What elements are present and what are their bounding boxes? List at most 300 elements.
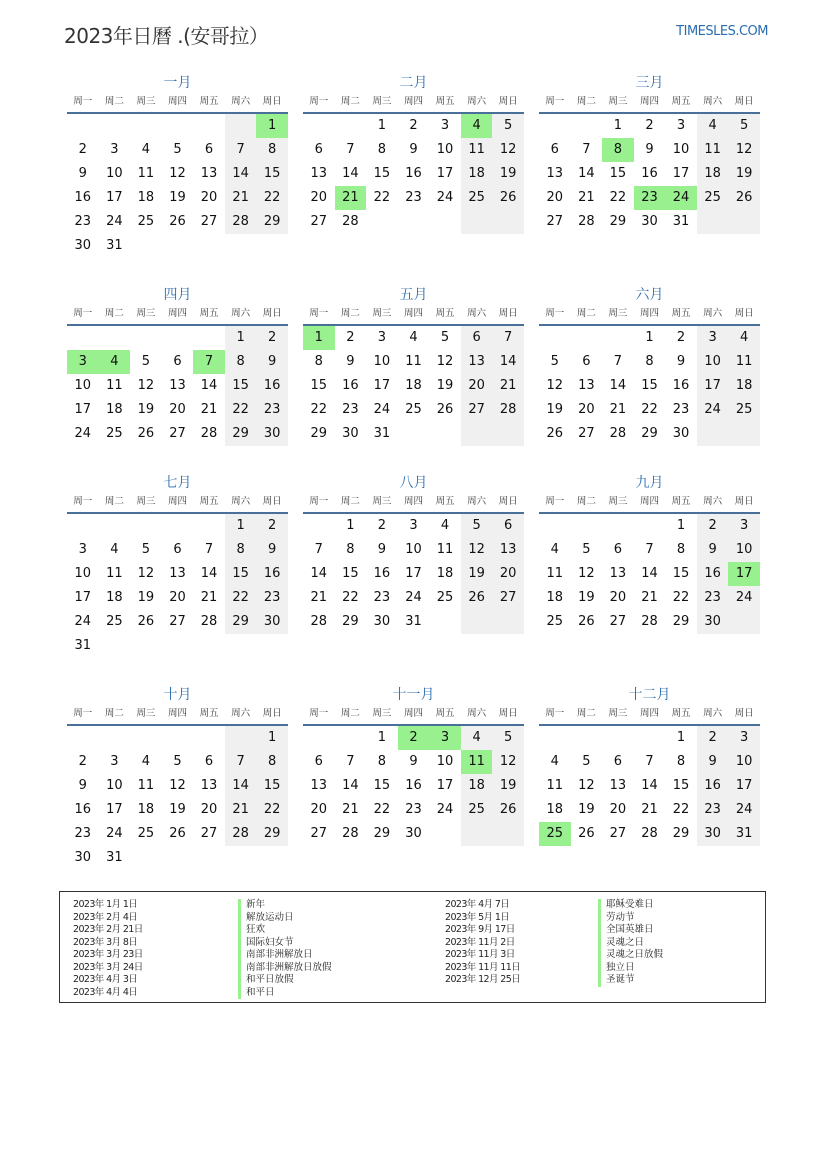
day-cell[interactable]: 4	[550, 542, 559, 557]
day-cell[interactable]: 26	[492, 186, 524, 210]
day-cell[interactable]: 8	[256, 750, 288, 774]
day-cell[interactable]: 18	[106, 402, 123, 417]
day-cell[interactable]: 24	[436, 190, 454, 205]
day-cell[interactable]: 15	[672, 566, 690, 581]
day-cell[interactable]: 20	[578, 402, 595, 417]
day-cell[interactable]: 15	[641, 378, 658, 393]
day-cell[interactable]: 26	[169, 214, 186, 229]
day-cell[interactable]: 2	[697, 514, 729, 538]
day-cell[interactable]: 17	[74, 402, 92, 417]
day-cell[interactable]: 6	[173, 542, 182, 557]
day-cell[interactable]: 17	[373, 378, 391, 393]
day-cell[interactable]: 24	[74, 426, 92, 441]
day-cell[interactable]: 25	[137, 214, 155, 229]
day-cell[interactable]: 30	[74, 238, 92, 253]
day-cell[interactable]: 16	[697, 774, 729, 798]
day-cell[interactable]: 26	[461, 586, 493, 610]
day-cell[interactable]: 21	[200, 590, 218, 605]
day-cell[interactable]: 25	[137, 826, 155, 841]
day-cell[interactable]: 15	[310, 378, 328, 393]
day-cell[interactable]: 17	[697, 374, 729, 398]
day-cell[interactable]: 18	[461, 162, 493, 186]
day-cell[interactable]: 22	[373, 190, 391, 205]
day-cell[interactable]: 29	[225, 610, 257, 634]
day-cell[interactable]: 22	[225, 586, 257, 610]
day-cell[interactable]: 19	[137, 590, 155, 605]
day-cell[interactable]: 19	[728, 162, 760, 186]
day-cell[interactable]: 1	[225, 326, 257, 350]
day-cell[interactable]: 25	[546, 614, 564, 629]
day-cell[interactable]: 20	[609, 802, 627, 817]
day-cell[interactable]: 30	[373, 614, 391, 629]
day-cell[interactable]: 21	[492, 374, 524, 398]
day-cell[interactable]: 25	[106, 426, 123, 441]
day-cell[interactable]: 19	[436, 378, 454, 393]
day-cell[interactable]: 18	[106, 590, 123, 605]
day-cell[interactable]: 2	[409, 118, 418, 133]
day-cell[interactable]: 5	[141, 354, 151, 369]
day-cell[interactable]: 6	[314, 754, 323, 769]
day-cell[interactable]: 16	[74, 802, 92, 817]
day-cell[interactable]: 12	[578, 566, 595, 581]
day-cell[interactable]: 21	[641, 590, 658, 605]
day-cell[interactable]: 8	[377, 754, 387, 769]
day-cell[interactable]: 1	[377, 730, 387, 745]
day-cell[interactable]: 26	[578, 614, 595, 629]
day-cell[interactable]: 7	[225, 750, 257, 774]
day-cell[interactable]: 13	[310, 166, 328, 181]
day-cell[interactable]: 4	[141, 142, 151, 157]
day-cell[interactable]: 31	[106, 238, 123, 253]
day-cell[interactable]: 13	[169, 378, 186, 393]
day-cell[interactable]: 1	[225, 514, 257, 538]
day-cell[interactable]: 8	[676, 542, 686, 557]
day-cell[interactable]: 28	[342, 214, 359, 229]
day-cell[interactable]: 12	[461, 538, 493, 562]
day-cell[interactable]: 29	[225, 422, 257, 446]
day-cell[interactable]: 1	[676, 730, 686, 745]
day-cell[interactable]: 3	[676, 118, 686, 133]
day-cell[interactable]: 7	[193, 350, 225, 374]
day-cell[interactable]: 26	[546, 426, 564, 441]
day-cell[interactable]: 24	[665, 186, 697, 210]
day-cell[interactable]: 28	[609, 426, 627, 441]
day-cell[interactable]: 10	[672, 142, 690, 157]
day-cell[interactable]: 10	[74, 566, 92, 581]
day-cell[interactable]: 25	[405, 402, 422, 417]
day-cell[interactable]: 16	[256, 562, 288, 586]
day-cell[interactable]: 18	[436, 566, 454, 581]
day-cell[interactable]: 21	[609, 402, 627, 417]
day-cell[interactable]: 31	[74, 638, 92, 653]
day-cell[interactable]: 21	[310, 590, 328, 605]
day-cell[interactable]: 7	[582, 142, 591, 157]
day-cell[interactable]: 22	[672, 802, 690, 817]
day-cell[interactable]: 14	[609, 378, 627, 393]
day-cell[interactable]: 2	[377, 518, 387, 533]
day-cell[interactable]: 3	[67, 350, 99, 374]
day-cell[interactable]: 25	[461, 186, 493, 210]
day-cell[interactable]: 16	[342, 378, 359, 393]
day-cell[interactable]: 2	[346, 330, 355, 345]
day-cell[interactable]: 12	[137, 378, 155, 393]
day-cell[interactable]: 29	[256, 210, 288, 234]
day-cell[interactable]: 29	[672, 614, 690, 629]
day-cell[interactable]: 26	[436, 402, 454, 417]
day-cell[interactable]: 11	[137, 166, 155, 181]
day-cell[interactable]: 20	[310, 802, 328, 817]
day-cell[interactable]: 2	[256, 514, 288, 538]
day-cell[interactable]: 1	[256, 726, 288, 750]
day-cell[interactable]: 23	[74, 214, 92, 229]
day-cell[interactable]: 28	[310, 614, 328, 629]
day-cell[interactable]: 18	[137, 190, 155, 205]
day-cell[interactable]: 1	[377, 118, 387, 133]
day-cell[interactable]: 1	[256, 114, 288, 138]
day-cell[interactable]: 23	[405, 190, 422, 205]
day-cell[interactable]: 13	[200, 166, 218, 181]
day-cell[interactable]: 23	[342, 402, 359, 417]
day-cell[interactable]: 6	[582, 354, 591, 369]
day-cell[interactable]: 2	[398, 726, 430, 750]
day-cell[interactable]: 9	[256, 350, 288, 374]
day-cell[interactable]: 24	[106, 214, 123, 229]
day-cell[interactable]: 3	[697, 326, 729, 350]
day-cell[interactable]: 27	[200, 826, 218, 841]
day-cell[interactable]: 31	[672, 214, 690, 229]
day-cell[interactable]: 29	[256, 822, 288, 846]
day-cell[interactable]: 22	[342, 590, 359, 605]
day-cell[interactable]: 22	[641, 402, 658, 417]
day-cell[interactable]: 30	[256, 422, 288, 446]
day-cell[interactable]: 29	[373, 826, 391, 841]
day-cell[interactable]: 24	[74, 614, 92, 629]
day-cell[interactable]: 7	[492, 326, 524, 350]
day-cell[interactable]: 8	[676, 754, 686, 769]
day-cell[interactable]: 28	[200, 426, 218, 441]
day-cell[interactable]: 24	[697, 398, 729, 422]
day-cell[interactable]: 21	[225, 186, 257, 210]
day-cell[interactable]: 17	[436, 166, 454, 181]
day-cell[interactable]: 20	[200, 802, 218, 817]
day-cell[interactable]: 27	[310, 214, 328, 229]
day-cell[interactable]: 24	[728, 586, 760, 610]
day-cell[interactable]: 23	[697, 586, 729, 610]
day-cell[interactable]: 27	[609, 826, 627, 841]
day-cell[interactable]: 23	[373, 590, 391, 605]
day-cell[interactable]: 11	[436, 542, 454, 557]
day-cell[interactable]: 29	[609, 214, 627, 229]
day-cell[interactable]: 9	[676, 354, 686, 369]
day-cell[interactable]: 27	[169, 614, 186, 629]
day-cell[interactable]: 14	[200, 566, 218, 581]
day-cell[interactable]: 5	[173, 754, 182, 769]
day-cell[interactable]: 20	[461, 374, 493, 398]
day-cell[interactable]: 4	[461, 726, 493, 750]
day-cell[interactable]: 6	[173, 354, 182, 369]
day-cell[interactable]: 5	[492, 114, 524, 138]
day-cell[interactable]: 23	[74, 826, 92, 841]
day-cell[interactable]: 1	[676, 518, 686, 533]
day-cell[interactable]: 10	[728, 750, 760, 774]
day-cell[interactable]: 24	[728, 798, 760, 822]
day-cell[interactable]: 16	[373, 566, 391, 581]
day-cell[interactable]: 14	[225, 774, 257, 798]
day-cell[interactable]: 12	[578, 778, 595, 793]
day-cell[interactable]: 28	[225, 210, 257, 234]
day-cell[interactable]: 8	[225, 350, 257, 374]
day-cell[interactable]: 16	[672, 378, 690, 393]
day-cell[interactable]: 28	[641, 826, 658, 841]
day-cell[interactable]: 17	[106, 802, 123, 817]
day-cell[interactable]: 9	[377, 542, 387, 557]
day-cell[interactable]: 4	[141, 754, 151, 769]
day-cell[interactable]: 28	[200, 614, 218, 629]
day-cell[interactable]: 17	[728, 562, 760, 586]
day-cell[interactable]: 19	[492, 162, 524, 186]
day-cell[interactable]: 27	[461, 398, 493, 422]
day-cell[interactable]: 10	[106, 166, 123, 181]
day-cell[interactable]: 22	[256, 798, 288, 822]
day-cell[interactable]: 20	[310, 190, 328, 205]
day-cell[interactable]: 11	[728, 350, 760, 374]
day-cell[interactable]: 10	[436, 754, 454, 769]
day-cell[interactable]: 4	[550, 754, 559, 769]
day-cell[interactable]: 19	[169, 802, 186, 817]
day-cell[interactable]: 21	[641, 802, 658, 817]
day-cell[interactable]: 12	[546, 378, 564, 393]
day-cell[interactable]: 14	[310, 566, 328, 581]
day-cell[interactable]: 16	[74, 190, 92, 205]
day-cell[interactable]: 9	[409, 754, 418, 769]
day-cell[interactable]: 7	[645, 754, 654, 769]
day-cell[interactable]: 6	[492, 514, 524, 538]
day-cell[interactable]: 6	[613, 542, 623, 557]
day-cell[interactable]: 10	[728, 538, 760, 562]
day-cell[interactable]: 6	[550, 142, 559, 157]
day-cell[interactable]: 6	[204, 754, 214, 769]
day-cell[interactable]: 13	[200, 778, 218, 793]
day-cell[interactable]: 23	[697, 798, 729, 822]
day-cell[interactable]: 19	[137, 402, 155, 417]
day-cell[interactable]: 4	[697, 114, 729, 138]
day-cell[interactable]: 5	[728, 114, 760, 138]
day-cell[interactable]: 7	[346, 754, 355, 769]
day-cell[interactable]: 25	[728, 398, 760, 422]
day-cell[interactable]: 17	[74, 590, 92, 605]
day-cell[interactable]: 3	[377, 330, 387, 345]
day-cell[interactable]: 4	[440, 518, 450, 533]
day-cell[interactable]: 18	[697, 162, 729, 186]
day-cell[interactable]: 30	[672, 426, 690, 441]
day-cell[interactable]: 9	[78, 166, 87, 181]
day-cell[interactable]: 1	[303, 326, 335, 350]
day-cell[interactable]: 28	[492, 398, 524, 422]
day-cell[interactable]: 30	[697, 822, 729, 846]
day-cell[interactable]: 13	[461, 350, 493, 374]
day-cell[interactable]: 14	[342, 778, 359, 793]
day-cell[interactable]: 4	[110, 542, 119, 557]
day-cell[interactable]: 7	[645, 542, 654, 557]
day-cell[interactable]: 26	[169, 826, 186, 841]
day-cell[interactable]: 7	[346, 142, 355, 157]
day-cell[interactable]: 15	[672, 778, 690, 793]
day-cell[interactable]: 5	[141, 542, 151, 557]
day-cell[interactable]: 2	[645, 118, 654, 133]
day-cell[interactable]: 20	[169, 402, 186, 417]
day-cell[interactable]: 2	[78, 754, 87, 769]
day-cell[interactable]: 3	[429, 726, 461, 750]
day-cell[interactable]: 25	[436, 590, 454, 605]
day-cell[interactable]: 1	[346, 518, 355, 533]
day-cell[interactable]: 29	[672, 826, 690, 841]
day-cell[interactable]: 2	[676, 330, 686, 345]
day-cell[interactable]: 13	[310, 778, 328, 793]
day-cell[interactable]: 9	[645, 142, 654, 157]
day-cell[interactable]: 17	[728, 774, 760, 798]
day-cell[interactable]: 22	[225, 398, 257, 422]
day-cell[interactable]: 8	[225, 538, 257, 562]
day-cell[interactable]: 8	[314, 354, 323, 369]
day-cell[interactable]: 16	[697, 562, 729, 586]
day-cell[interactable]: 13	[609, 778, 627, 793]
day-cell[interactable]: 20	[609, 590, 627, 605]
day-cell[interactable]: 10	[405, 542, 422, 557]
day-cell[interactable]: 24	[106, 826, 123, 841]
day-cell[interactable]: 14	[641, 778, 658, 793]
day-cell[interactable]: 5	[492, 726, 524, 750]
day-cell[interactable]: 26	[492, 798, 524, 822]
day-cell[interactable]: 11	[461, 750, 493, 774]
day-cell[interactable]: 1	[645, 330, 654, 345]
day-cell[interactable]: 15	[609, 166, 627, 181]
day-cell[interactable]: 9	[697, 750, 729, 774]
day-cell[interactable]: 18	[137, 802, 155, 817]
day-cell[interactable]: 17	[672, 166, 690, 181]
day-cell[interactable]: 23	[256, 586, 288, 610]
day-cell[interactable]: 23	[256, 398, 288, 422]
day-cell[interactable]: 16	[641, 166, 658, 181]
day-cell[interactable]: 11	[405, 354, 422, 369]
day-cell[interactable]: 11	[106, 566, 123, 581]
day-cell[interactable]: 12	[492, 138, 524, 162]
day-cell[interactable]: 18	[728, 374, 760, 398]
day-cell[interactable]: 4	[409, 330, 418, 345]
day-cell[interactable]: 23	[672, 402, 690, 417]
day-cell[interactable]: 27	[492, 586, 524, 610]
day-cell[interactable]: 16	[256, 374, 288, 398]
day-cell[interactable]: 10	[106, 778, 123, 793]
day-cell[interactable]: 30	[697, 610, 729, 634]
day-cell[interactable]: 9	[697, 538, 729, 562]
day-cell[interactable]: 7	[225, 138, 257, 162]
day-cell[interactable]: 21	[335, 186, 367, 210]
day-cell[interactable]: 11	[546, 778, 564, 793]
day-cell[interactable]: 30	[405, 826, 422, 841]
day-cell[interactable]: 4	[99, 350, 131, 374]
day-cell[interactable]: 22	[609, 190, 627, 205]
day-cell[interactable]: 22	[373, 802, 391, 817]
day-cell[interactable]: 21	[225, 798, 257, 822]
day-cell[interactable]: 1	[613, 118, 623, 133]
day-cell[interactable]: 8	[377, 142, 387, 157]
day-cell[interactable]: 27	[578, 426, 595, 441]
day-cell[interactable]: 30	[342, 426, 359, 441]
day-cell[interactable]: 21	[200, 402, 218, 417]
day-cell[interactable]: 19	[169, 190, 186, 205]
day-cell[interactable]: 6	[204, 142, 214, 157]
day-cell[interactable]: 30	[641, 214, 658, 229]
day-cell[interactable]: 13	[492, 538, 524, 562]
day-cell[interactable]: 31	[405, 614, 422, 629]
day-cell[interactable]: 20	[492, 562, 524, 586]
day-cell[interactable]: 12	[436, 354, 454, 369]
day-cell[interactable]: 4	[461, 114, 493, 138]
day-cell[interactable]: 10	[74, 378, 92, 393]
day-cell[interactable]: 27	[169, 426, 186, 441]
day-cell[interactable]: 31	[106, 850, 123, 865]
day-cell[interactable]: 26	[578, 826, 595, 841]
day-cell[interactable]: 14	[578, 166, 595, 181]
day-cell[interactable]: 13	[169, 566, 186, 581]
day-cell[interactable]: 14	[225, 162, 257, 186]
day-cell[interactable]: 24	[373, 402, 391, 417]
day-cell[interactable]: 5	[461, 514, 493, 538]
day-cell[interactable]: 6	[314, 142, 323, 157]
day-cell[interactable]: 8	[346, 542, 355, 557]
day-cell[interactable]: 7	[613, 354, 623, 369]
day-cell[interactable]: 29	[310, 426, 328, 441]
day-cell[interactable]: 19	[461, 562, 493, 586]
day-cell[interactable]: 7	[314, 542, 323, 557]
day-cell[interactable]: 16	[405, 778, 422, 793]
day-cell[interactable]: 5	[440, 330, 450, 345]
day-cell[interactable]: 12	[169, 778, 186, 793]
day-cell[interactable]: 24	[405, 590, 422, 605]
day-cell[interactable]: 9	[409, 142, 418, 157]
day-cell[interactable]: 27	[200, 214, 218, 229]
day-cell[interactable]: 31	[373, 426, 391, 441]
day-cell[interactable]: 11	[106, 378, 123, 393]
day-cell[interactable]: 5	[173, 142, 182, 157]
day-cell[interactable]: 14	[492, 350, 524, 374]
day-cell[interactable]: 19	[492, 774, 524, 798]
day-cell[interactable]: 18	[461, 774, 493, 798]
day-cell[interactable]: 23	[634, 186, 666, 210]
day-cell[interactable]: 16	[405, 166, 422, 181]
day-cell[interactable]: 26	[728, 186, 760, 210]
day-cell[interactable]: 28	[578, 214, 595, 229]
day-cell[interactable]: 3	[78, 542, 87, 557]
day-cell[interactable]: 24	[436, 802, 454, 817]
day-cell[interactable]: 12	[728, 138, 760, 162]
day-cell[interactable]: 25	[461, 798, 493, 822]
day-cell[interactable]: 15	[256, 774, 288, 798]
day-cell[interactable]: 5	[582, 542, 591, 557]
day-cell[interactable]: 3	[110, 754, 119, 769]
day-cell[interactable]: 26	[137, 426, 155, 441]
day-cell[interactable]: 13	[546, 166, 564, 181]
day-cell[interactable]: 17	[106, 190, 123, 205]
day-cell[interactable]: 11	[137, 778, 155, 793]
day-cell[interactable]: 3	[728, 726, 760, 750]
day-cell[interactable]: 12	[137, 566, 155, 581]
day-cell[interactable]: 29	[342, 614, 359, 629]
day-cell[interactable]: 27	[609, 614, 627, 629]
day-cell[interactable]: 18	[405, 378, 422, 393]
day-cell[interactable]: 17	[436, 778, 454, 793]
day-cell[interactable]: 8	[602, 138, 634, 162]
